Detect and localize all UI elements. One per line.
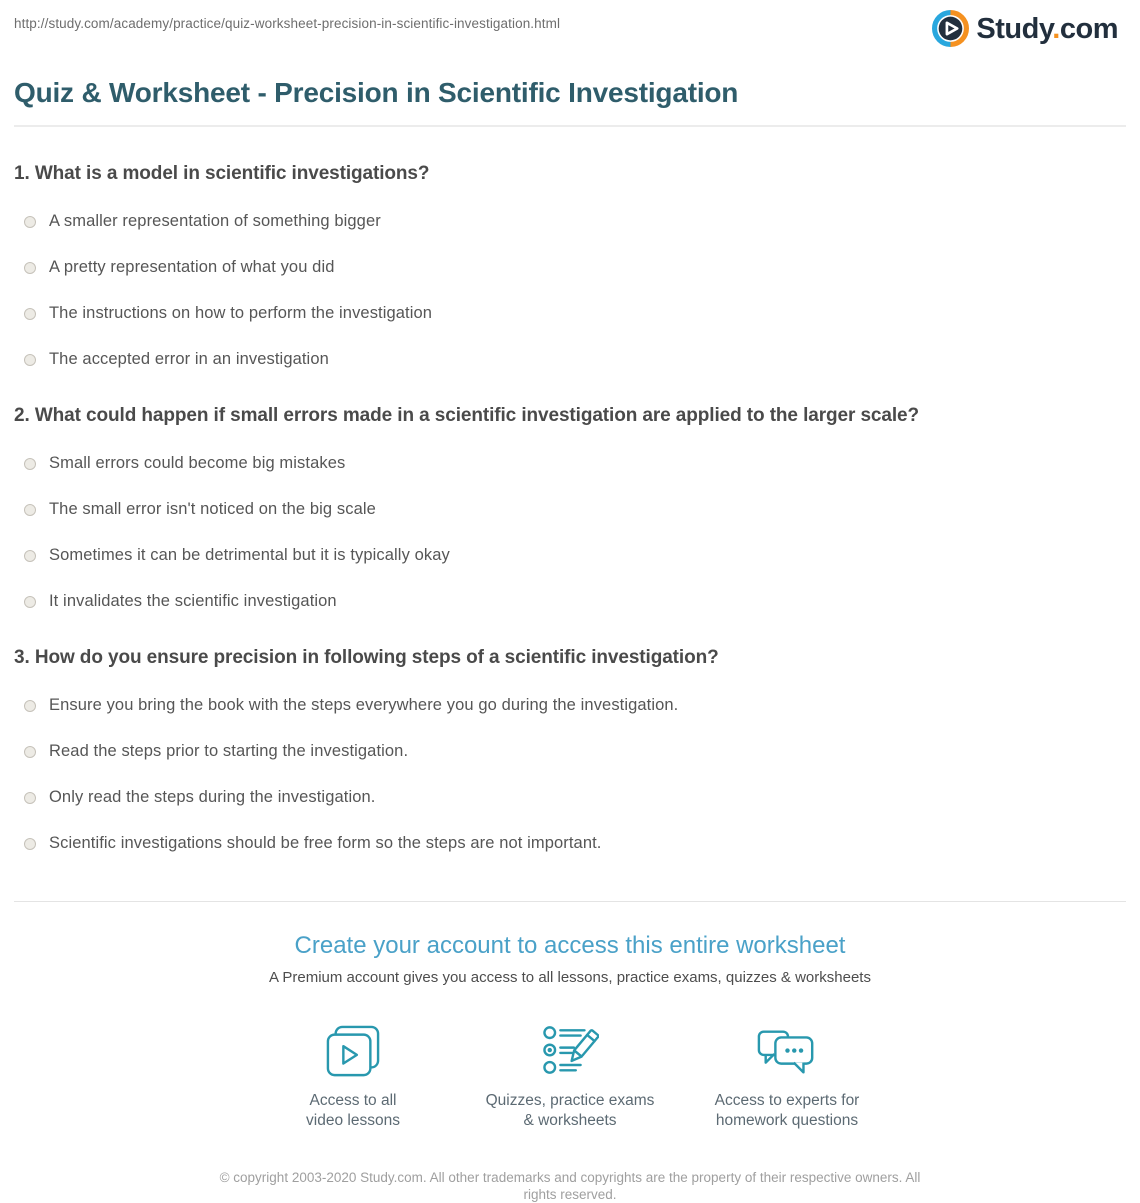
- question-1-option-1[interactable]: [14, 212, 1126, 231]
- option-label[interactable]: Small errors could become big mistakes: [49, 454, 346, 472]
- page-header: [0, 0, 1140, 47]
- option-label[interactable]: A smaller representation of something bigger: [49, 212, 381, 230]
- feature-caption: Quizzes, practice exams & worksheets: [485, 1092, 655, 1129]
- radio-button[interactable]: [24, 550, 36, 562]
- studycom-logo[interactable]: [932, 10, 1118, 47]
- radio-button[interactable]: [24, 792, 36, 804]
- option-label[interactable]: The instructions on how to perform the investigation: [49, 304, 433, 322]
- question-1-option-2[interactable]: [14, 258, 1126, 277]
- question-3-title: 3. How do you ensure precision in following steps of a scientific investigation?: [14, 647, 719, 668]
- radio-button[interactable]: [24, 354, 36, 366]
- features-row: [0, 1022, 1140, 1131]
- option-label[interactable]: Scientific investigations should be free form so the steps are not important.: [49, 834, 602, 852]
- question-3-option-3[interactable]: [14, 788, 1126, 807]
- title-divider: [14, 125, 1126, 127]
- radio-button[interactable]: [24, 504, 36, 516]
- page-url: http://study.com/academy/practice/quiz-worksheet-precision-in-scientific-investigation.html: [14, 16, 561, 31]
- option-label[interactable]: The small error isn't noticed on the big scale: [49, 500, 376, 518]
- option-label[interactable]: It invalidates the scientific investigation: [49, 592, 337, 610]
- feature-expert-help: [679, 1022, 896, 1131]
- copyright-notice: © copyright 2003-2020 Study.com. All other trademarks and copyrights are the property of their respective owners. All rights reserved.: [219, 1170, 921, 1202]
- question-2: [14, 405, 1126, 611]
- question-1-option-4[interactable]: [14, 350, 1126, 369]
- question-3-option-4[interactable]: [14, 834, 1126, 853]
- question-2-option-3[interactable]: [14, 546, 1126, 565]
- question-3-option-1[interactable]: [14, 696, 1126, 715]
- section-divider: [14, 901, 1126, 902]
- question-1-title: 1. What is a model in scientific investigations?: [14, 163, 430, 184]
- question-1: [14, 163, 1126, 369]
- option-label[interactable]: A pretty representation of what you did: [49, 258, 335, 276]
- studycom-play-circle-icon: [932, 10, 969, 47]
- signup-section: [0, 932, 1140, 1131]
- radio-button[interactable]: [24, 700, 36, 712]
- option-label[interactable]: Sometimes it can be detrimental but it is typically okay: [49, 546, 450, 564]
- video-lessons-icon: [324, 1022, 382, 1078]
- radio-button[interactable]: [24, 596, 36, 608]
- feature-video-lessons: [245, 1022, 462, 1131]
- question-1-option-3[interactable]: [14, 304, 1126, 323]
- radio-button[interactable]: [24, 746, 36, 758]
- radio-button[interactable]: [24, 838, 36, 850]
- quiz-worksheet-icon: [541, 1022, 599, 1078]
- page-title: Quiz & Worksheet - Precision in Scientific Investigation: [14, 77, 739, 108]
- radio-button[interactable]: [24, 308, 36, 320]
- radio-button[interactable]: [24, 458, 36, 470]
- radio-button[interactable]: [24, 216, 36, 228]
- option-label[interactable]: The accepted error in an investigation: [49, 350, 329, 368]
- question-3: [14, 647, 1126, 853]
- signup-subheading: A Premium account gives you access to all lessons, practice exams, quizzes & worksheets: [269, 969, 871, 986]
- question-2-option-1[interactable]: [14, 454, 1126, 473]
- option-label[interactable]: Read the steps prior to starting the investigation.: [49, 742, 409, 760]
- question-2-option-4[interactable]: [14, 592, 1126, 611]
- feature-quizzes-worksheets: [462, 1022, 679, 1131]
- feature-caption: Access to experts for homework questions: [714, 1092, 860, 1129]
- studycom-logo-text: Study.com: [976, 12, 1118, 45]
- signup-heading: Create your account to access this entire worksheet: [294, 932, 846, 959]
- radio-button[interactable]: [24, 262, 36, 274]
- feature-caption: Access to all video lessons: [306, 1092, 400, 1129]
- question-2-option-2[interactable]: [14, 500, 1126, 519]
- question-3-option-2[interactable]: [14, 742, 1126, 761]
- question-2-title: 2. What could happen if small errors made in a scientific investigation are applied to the larger scale?: [14, 405, 920, 426]
- option-label[interactable]: Only read the steps during the investigation.: [49, 788, 376, 806]
- chat-experts-icon: [756, 1022, 818, 1078]
- option-label[interactable]: Ensure you bring the book with the steps everywhere you go during the investigation.: [49, 696, 679, 714]
